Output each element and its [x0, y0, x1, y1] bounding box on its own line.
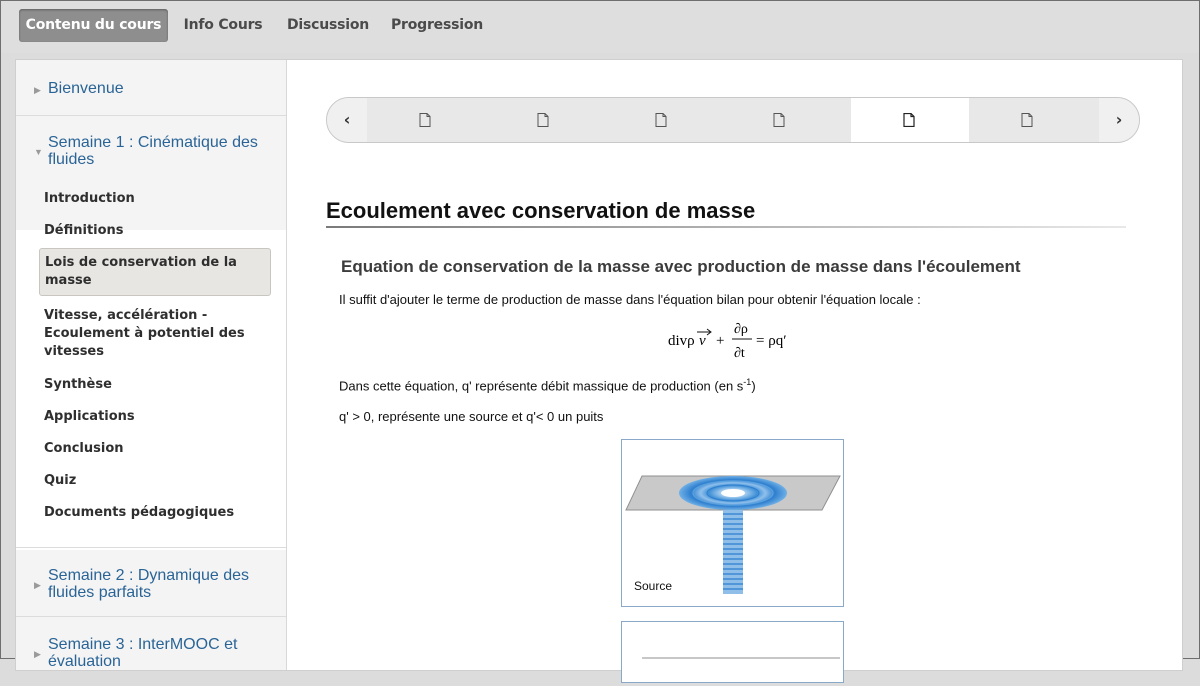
equation-vector: v [699, 333, 706, 349]
sidebar-item-conservation-masse[interactable]: Lois de conservation de la masse [39, 248, 271, 296]
sidebar-item-definitions[interactable]: Définitions [44, 223, 124, 238]
sequence-item-active[interactable] [851, 98, 969, 142]
sidebar-item-introduction[interactable]: Introduction [44, 191, 135, 206]
previous-button[interactable] [327, 98, 367, 142]
section-list [16, 191, 286, 550]
document-icon [419, 113, 431, 127]
document-icon [1021, 113, 1033, 127]
document-icon [537, 113, 549, 127]
sink-figure [621, 621, 844, 683]
sequence-item[interactable] [485, 98, 603, 142]
sign-paragraph: q' > 0, représente une source et q'< 0 un puits [339, 409, 604, 424]
source-figure [621, 439, 844, 607]
document-icon [773, 113, 785, 127]
tab-progress[interactable]: Progression [390, 17, 484, 33]
divider [16, 616, 286, 617]
chevron-left-icon: ‹ [343, 110, 351, 129]
sequence-item[interactable] [969, 98, 1087, 142]
chevron-right-icon: ▶ [34, 85, 41, 95]
sidebar-item-quiz[interactable]: Quiz [44, 473, 77, 488]
tab-discussion[interactable]: Discussion [286, 17, 370, 33]
equation-numerator: ∂ρ [734, 322, 748, 337]
section-heading: Equation de conservation de la masse avec production de masse dans l'écoulement [341, 257, 1021, 276]
source-column [723, 510, 743, 594]
equation-lhs: divρ [668, 333, 695, 349]
sidebar-item-synthese[interactable]: Synthèse [44, 377, 112, 392]
divider [16, 115, 286, 116]
mass-conservation-equation [666, 319, 826, 363]
document-icon [655, 113, 667, 127]
equation-rhs: = ρq′ [756, 333, 787, 349]
sequence-nav [326, 97, 1140, 143]
course-sidebar: ▶ Bienvenue ▼ Semaine 1 : Cinématique des fluides Introduction Définitions Lois de conservation de la masse Vitesse, accélération - Ecoulement à potentiel des vitesses Synthèse Applications Conclusion Quiz Documents pédagogiques ▶ Semaine 2 : Dynamique des fluides parfaits ▶ Semaine 3 : InterMOOC et évaluation [16, 60, 287, 670]
sidebar-item-applications[interactable]: Applications [44, 409, 135, 424]
next-button[interactable] [1099, 98, 1139, 142]
course-frame [15, 59, 1183, 671]
chevron-right-icon: ▶ [34, 580, 41, 590]
intro-paragraph: Il suffit d'ajouter le terme de production de masse dans l'équation bilan pour obtenir l'équation locale : [339, 292, 921, 307]
figure-caption: Source [634, 579, 673, 593]
definition-paragraph: Dans cette équation, q' représente débit massique de production (en $s^{-1}$) [339, 377, 756, 394]
chevron-down-icon: ▼ [34, 147, 43, 157]
sequence-item[interactable] [367, 98, 485, 142]
chevron-right-icon: › [1115, 110, 1123, 129]
equation-plus: + [716, 333, 725, 349]
sidebar-item-vitesse-acceleration[interactable]: Vitesse, accélération - Ecoulement à potentiel des vitesses [44, 308, 245, 359]
title-underline [326, 226, 1126, 228]
equation-denominator: ∂t [734, 346, 745, 361]
document-icon [903, 113, 915, 127]
page-title: Ecoulement avec conservation de masse [326, 198, 756, 223]
chevron-right-icon: ▶ [34, 649, 41, 659]
sequence-item[interactable] [603, 98, 721, 142]
sidebar-item-conclusion[interactable]: Conclusion [44, 441, 124, 456]
tab-course-info[interactable]: Info Cours [183, 17, 263, 33]
ripple-center [721, 489, 745, 497]
sequence-item[interactable] [721, 98, 839, 142]
tab-course-content[interactable]: Contenu du cours [19, 9, 168, 42]
divider [16, 547, 286, 548]
sink-illustration [622, 622, 843, 682]
sidebar-item-documents[interactable]: Documents pédagogiques [44, 505, 235, 520]
course-tabs [1, 1, 1199, 53]
